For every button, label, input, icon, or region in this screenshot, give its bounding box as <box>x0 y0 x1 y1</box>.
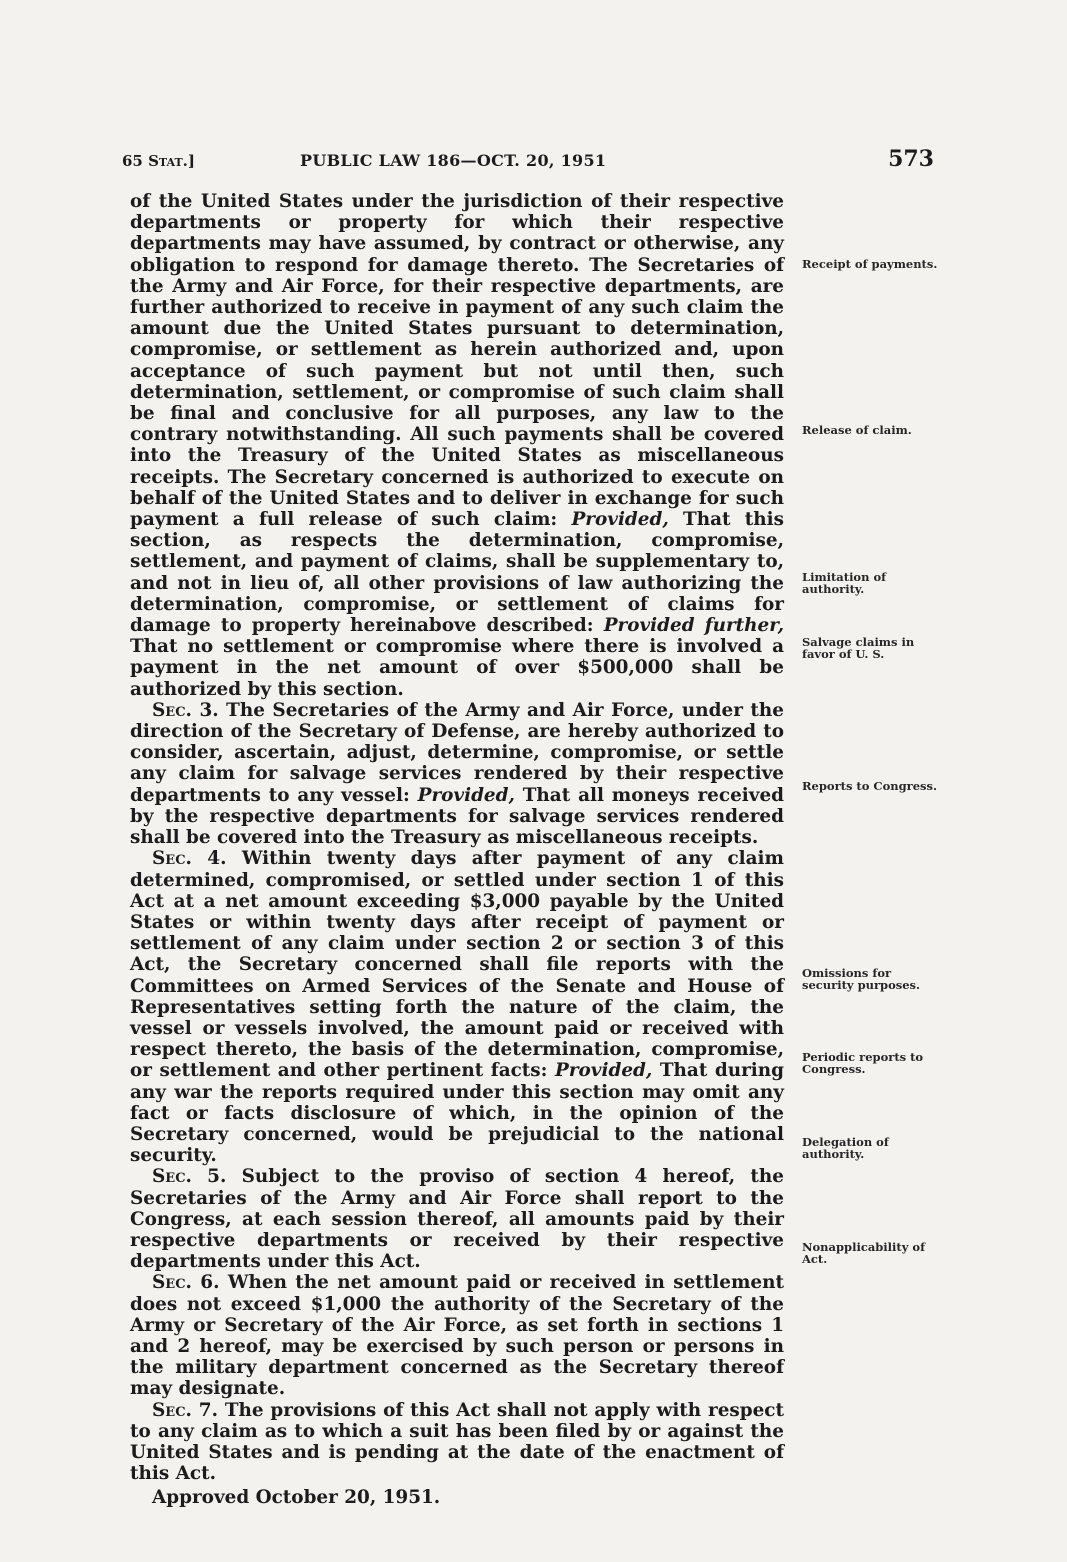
proviso-label: Provided, <box>555 1060 653 1082</box>
margin-note-receipt-of-payments: Receipt of payments. <box>802 257 938 271</box>
margin-note-periodic-reports: Periodic reports to Congress. <box>802 1050 924 1076</box>
page-number: 573 <box>888 146 934 172</box>
section-label: Sec. 3. <box>152 699 219 721</box>
margin-note-reports-to-congress: Reports to Congress. <box>802 779 937 793</box>
margin-note-salvage-claims: Salvage claims in favor of U. S. <box>802 635 915 661</box>
page-header <box>122 146 934 174</box>
margin-note-nonapplicability: Nonapplicability of Act. <box>802 1240 926 1266</box>
section-6: Sec. 6. When the net amount paid or received in settlement does not exceed $1,000 the authority of the Secretary of the Army or Secretary of the Air Force, as set forth in sections 1 and 2 hereof, may be exercised by such person or persons in the military department concerned as the Secretary thereof may designate. <box>130 1272 784 1400</box>
paragraph-continuation: of the United States under the jurisdiction of their respective departments or property for which their respective departments may have assumed, by contract or otherwise, any obligation to respond for damage thereto. The Secretaries of the Army and Air Force, for their respective departments, are further authorized to receive in payment of any such claim the amount due the United States pursuant to determination, compromise, or settlement as herein authorized and, upon acceptance of such payment but not until then, such determination, settlement, or compromise of such claim shall be final and conclusive for all purposes, any law to the contrary notwithstanding. All such payments shall be covered into the Treasury of the United States as miscellaneous receipts. The Secretary concerned is authorized to execute on behalf of the United States and to deliver in exchange for such payment a full release of such claim: Provided, That this section, as respects the determination, compromise, settlement, and payment of claims, shall be supplementary to, and not in lieu of, all other provisions of law authorizing the determination, compromise, or settlement of claims for damage to property hereinabove described: Provided further, That no settlement or compromise where there is involved a payment in the net amount of over $500,000 shall be authorized by this section. <box>130 191 784 700</box>
section-label: Sec. 5. <box>152 1166 227 1188</box>
proviso-label: Provided further, <box>603 615 784 637</box>
section-label: Sec. 7. <box>152 1399 218 1421</box>
approval-date: Approved October 20, 1951. <box>152 1487 441 1509</box>
margin-note-delegation-of-authority: Delegation of authority. <box>802 1135 889 1161</box>
margin-note-limitation-of-authority: Limitation of authority. <box>802 570 887 596</box>
body-text <box>130 191 784 1509</box>
section-3: Sec. 3. The Secretaries of the Army and Air Force, under the direction of the Secretary of Defense, are hereby authorized to consider, ascertain, adjust, determine, compromise, or settle any claim for salvage services rendered by their respective departments to any vessel: Provided, That all moneys received by the respective departments for salvage services rendered shall be covered into the Treasury as miscellaneous receipts. <box>130 699 785 849</box>
proviso-label: Provided, <box>571 509 669 531</box>
section-label: Sec. 6. <box>152 1272 220 1294</box>
section-label: Sec. 4. <box>152 848 227 870</box>
running-title: PUBLIC LAW 186—OCT. 20, 1951 <box>300 151 607 170</box>
margin-note-omissions-for-security: Omissions for security purposes. <box>802 966 921 992</box>
section-5: Sec. 5. Subject to the proviso of section 4 hereof, the Secretaries of the Army and Air Force shall report to the Congress, at each session thereof, all amounts paid by their respective departments or received by their respective departments under this Act. <box>130 1166 784 1273</box>
statute-reference: 65 Stat.] <box>122 152 195 170</box>
section-4: Sec. 4. Within twenty days after payment of any claim determined, compromised, or settled under section 1 of this Act at a net amount exceeding $3,000 payable by the United States or within twenty days after receipt of payment or settlement of any claim under section 2 or section 3 of this Act, the Secretary concerned shall file reports with the Committees on Armed Services of the Senate and House of Representatives setting forth the nature of the claim, the vessel or vessels involved, the amount paid or received with respect thereto, the basis of the determination, compromise, or settlement and other pertinent facts: Provided, That during any war the reports required under this section may omit any fact or facts disclosure of which, in the opinion of the Secretary concerned, would be prejudicial to the national security. <box>130 848 785 1167</box>
section-7: Sec. 7. The provisions of this Act shall not apply with respect to any claim as to which a suit has been filed by or against the United States and is pending at the date of the enactment of this Act. <box>130 1399 785 1485</box>
proviso-label: Provided, <box>417 784 515 806</box>
margin-note-release-of-claim: Release of claim. <box>802 423 912 437</box>
